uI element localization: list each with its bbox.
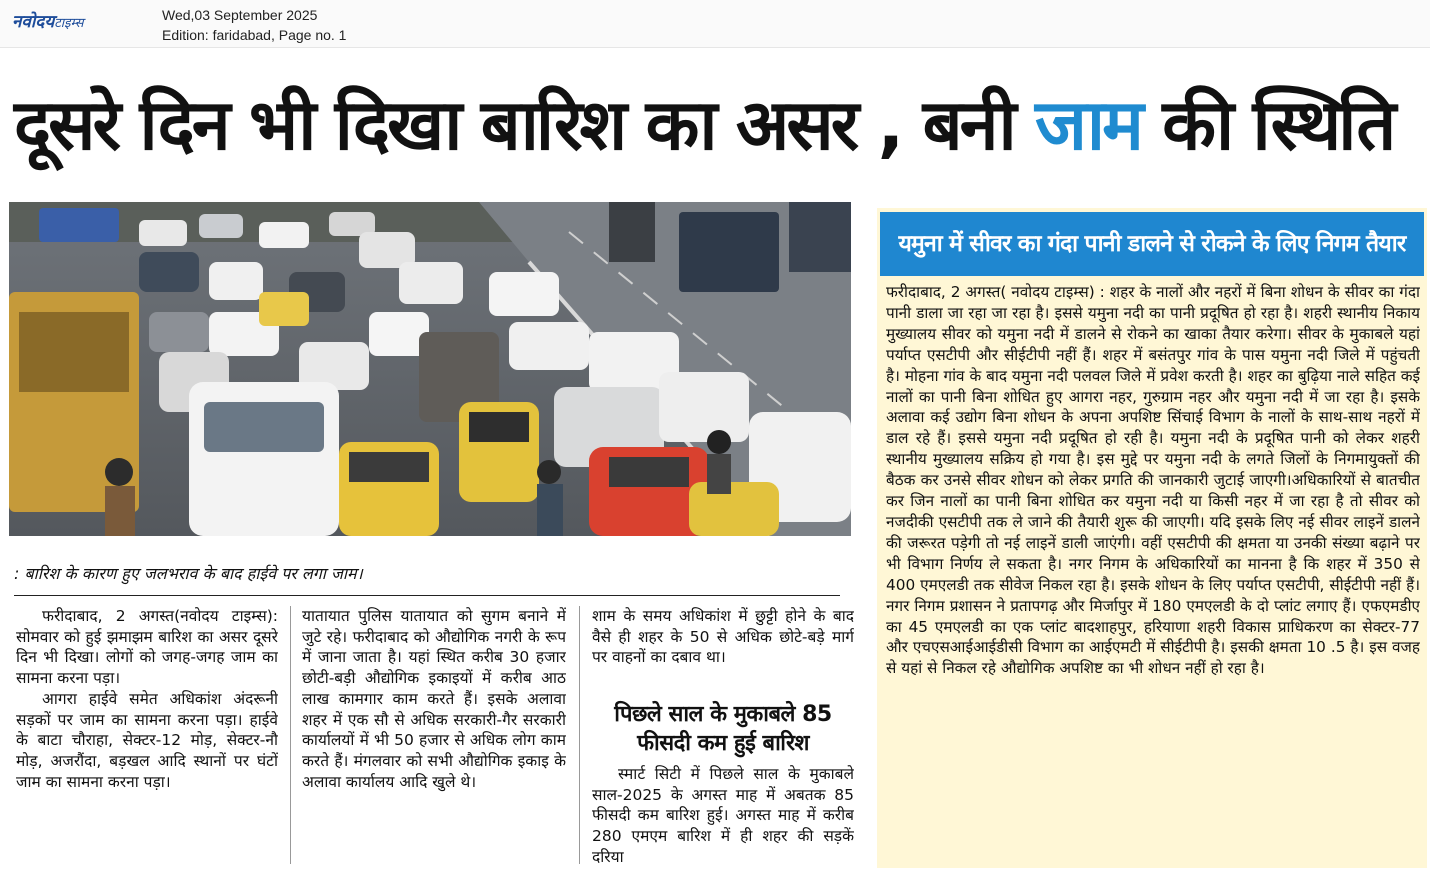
article-paragraph: स्मार्ट सिटी में पिछले साल के मुकाबले साल-2025 के अगस्त माह में अबतक 85 फीसदी कम बारिश हुई। अगस्त माह में करीब 280 एमएम बारिश में ही शहर की सड़कें दरिया bbox=[592, 765, 854, 866]
top-bar bbox=[0, 0, 1430, 48]
article-column-1 bbox=[16, 606, 278, 864]
edition-info: Edition: faridabad, Page no. 1 bbox=[162, 27, 347, 43]
headline-part2: की स्थिति bbox=[1140, 84, 1394, 166]
newspaper-logo[interactable] bbox=[12, 9, 84, 32]
photo-caption: : बारिश के कारण हुए जलभराव के बाद हाईवे पर लगा जाम। bbox=[14, 564, 363, 583]
column-divider bbox=[579, 606, 580, 864]
column-divider bbox=[290, 606, 291, 864]
logo-main: नवोदय bbox=[12, 12, 55, 32]
article-column-3-top bbox=[592, 606, 854, 692]
traffic-jam-image bbox=[9, 202, 851, 536]
caption-rule bbox=[14, 595, 840, 596]
sidebar-body: फरीदाबाद, 2 अगस्त( नवोदय टाइम्स) : शहर के नालों और नहरों में बिना शोधन के सीवर का गंदा पानी डाला जा रहा जा रहा है। इससे यमुना नदी का पानी प्रदूषित हो रहा है। शहरी स्थानीय निकाय मुख्यालय सीवर को यमुना नदी में डालने से रोकने का खाका तैयार करेगा। सीवर के मुकाबले यहां पर्याप्त एसटीपी और सीईटीपी नहीं हैं। शहर में बसंतपुर गांव के पास यमुना नदी जिले में पहुंचती है। मोहना गांव के बाद यमुना नदी पलवल जिले में प्रवेश करती है। शहर का बुढ़िया नाले सहित कई नालों का पानी बिना शोधित हुए आगरा नहर, गुरुग्राम नहर और यमुना नदी में जा रहा है। इसके अलावा कई उद्योग बिना शोधन के अपना अपशिष्ट सिंचाई विभाग के नालों के साथ-साथ नहरों में डाल रहे हैं। इससे यमुना नदी प्रदूषित हो रही है। यमुना नदी के प्रदूषित पानी को लेकर शहरी स्थानीय मुख्यालय सक्रिय हो गया है। इस मुद्दे पर यमुना नदी के लगते जिलों के निगमायुक्तों की बैठक कर उनसे सीवर शोधन को लेकर प्रगति की जानकारी जुटाई जाएगी।अधिकारियों से बातचीत कर जिन नालों का पानी बिना शोधित कर यमुना नदी या किसी नहर में जा रहा है तो सीवर को नजदीकी एसटीपी तक ले जाने की तैयारी शुरू की जाएगी। यदि इसके लिए नई सीवर लाइनें डालने की जरूरत पड़ेगी तो नई लाइनें डाली जाएंगी। वहीं एसटीपी की क्षमता या उनकी संख्या बढ़ाने पर भी विभाग निर्णय ले सकता है। नगर निगम के अधिकारियों का मानना है कि शहर में 350 से 400 एमएलडी तक सीवेज निकल रहा है। इसके शोधन के लिए पर्याप्त एसटीपी, सीईटीपी नहीं हैं। नगर निगम प्रशासन ने प्रतापगढ़ और मिर्जापुर में 180 एमएलडी के दो प्लांट लगाए हैं। एफएमडीए का 45 एमएलडी का एक प्लांट बादशाहपुर, हरियाणा शहरी विकास प्राधिकरण का सेक्टर-77 और एचएसआईआईडीसी विभाग का आईएमटी में सीईटीपी है। इसकी क्षमता 10 .5 है। इस वजह से यहां से निकल रहे औद्योगिक अपशिष्ट का भी शोधन नहीं हो रहा है। bbox=[886, 283, 1420, 678]
article-paragraph: शाम के समय अधिकांश में छुट्टी होने के बाद वैसे ही शहर के 50 से अधिक छोटे-बड़े मार्ग पर वाहनों का दबाव था। bbox=[592, 607, 854, 667]
headline-highlight: जाम bbox=[1034, 84, 1141, 166]
article-paragraph: आगरा हाईवे समेत अधिकांश अंदरूनी सड़कों पर जाम का सामना करना पड़ा। हाईवे के बाटा चौराहा, सेक्टर-12 मोड़, सेक्टर-नौ मोड़, अजरौंदा, बड़खल आदि स्थानों पर घंटों जाम का सामना करना पड़ा। bbox=[16, 689, 278, 791]
logo-sub: टाइम्स bbox=[54, 16, 84, 31]
main-headline bbox=[14, 72, 1424, 182]
article-paragraph: यातायात पुलिस यातायात को सुगम बनाने में जुटे रहे। फरीदाबाद को औद्योगिक नगरी के रूप में जाना जाता है। यहां स्थित करीब 30 हजार छोटी-बड़ी औद्योगिक इकाइयों में करीब आठ लाख कामगार काम करते हैं। इसके अलावा शहर में एक सौ से अधिक सरकारी-गैर सरकारी कार्यालयों में भी 50 हजार से अधिक लोग काम करते हैं। मंगलवार को सभी औद्योगिक इकाइ के अलावा कार्यालय आदि खुले थे। bbox=[302, 607, 566, 791]
article-column-3-bottom bbox=[592, 764, 854, 874]
traffic-jam-photo bbox=[9, 202, 851, 536]
article-paragraph: फरीदाबाद, 2 अगस्त(नवोदय टाइम्स): सोमवार को हुई झमाझम बारिश का असर दूसरे दिन भी दिखा। लोगों को जगह-जगह जाम का सामना करना पड़ा। bbox=[16, 607, 278, 688]
edition-date: Wed,03 September 2025 bbox=[162, 7, 318, 23]
headline-part1: दूसरे दिन भी दिखा बारिश का असर , बनी bbox=[14, 84, 1035, 166]
article-subheading: पिछले साल के मुकाबले 85 फीसदी कम हुई बारिश bbox=[614, 702, 832, 756]
sidebar-heading: यमुना में सीवर का गंदा पानी डालने से रोकने के लिए निगम तैयार bbox=[880, 212, 1424, 276]
edition-meta bbox=[162, 5, 346, 45]
article-column-2 bbox=[302, 606, 566, 864]
